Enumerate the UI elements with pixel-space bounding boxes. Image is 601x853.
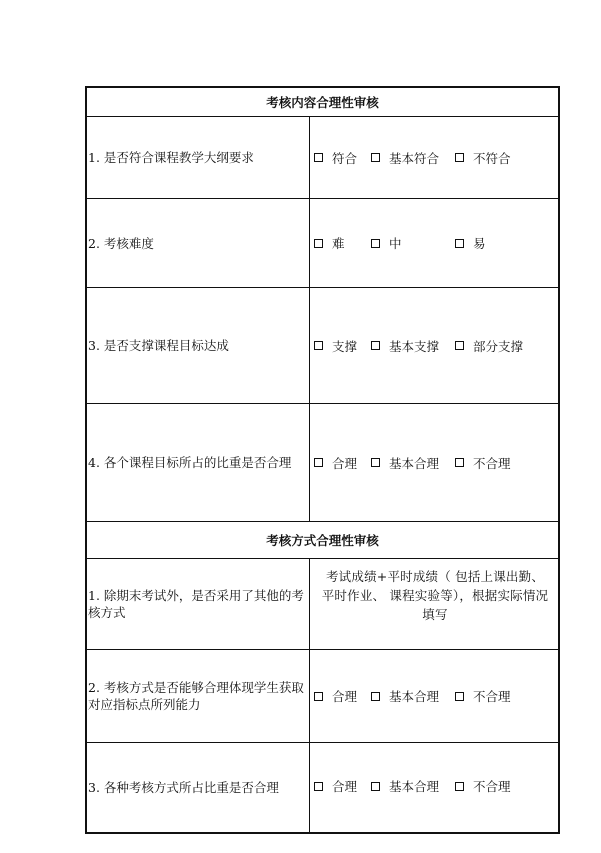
answer-cell: [310, 199, 558, 287]
answer-cell: [310, 743, 558, 832]
question-text: 2. 考核方式是否能够合理体现学生获取对应指标点所列能力: [88, 680, 304, 712]
checkbox-icon[interactable]: [371, 782, 380, 791]
option-label: 基本合理: [389, 779, 440, 794]
checkbox-icon[interactable]: [455, 458, 464, 467]
answer-note: 考试成绩+平时成绩（ 包括上课出勤、 平时作业、 课程实验等），根据实际情况填写: [321, 569, 549, 622]
review-table: [85, 86, 560, 834]
option-checkbox[interactable]: [314, 337, 357, 355]
question-text: 1. 是否符合课程教学大纲要求: [88, 150, 254, 165]
checkbox-icon[interactable]: [314, 153, 323, 162]
checkbox-icon[interactable]: [314, 239, 323, 248]
question-cell: [87, 288, 310, 403]
answer-cell: [310, 404, 558, 521]
option-checkbox[interactable]: [371, 149, 439, 167]
section-header-content: [87, 88, 558, 117]
checkbox-icon[interactable]: [371, 239, 380, 248]
question-cell: [87, 117, 310, 198]
option-label: 基本支撑: [389, 338, 440, 354]
question-cell: [87, 199, 310, 287]
option-checkbox[interactable]: [314, 687, 357, 705]
checkbox-icon[interactable]: [314, 458, 323, 467]
question-cell: [87, 404, 310, 521]
option-label: 不合理: [473, 689, 511, 704]
option-checkbox[interactable]: [455, 337, 523, 355]
table-row: [87, 743, 558, 832]
option-label: 中: [389, 236, 402, 251]
option-label: 合理: [332, 689, 358, 704]
section-title: 考核方式合理性审核: [266, 533, 379, 548]
option-label: 难: [332, 236, 345, 251]
option-label: 部分支撑: [473, 338, 524, 354]
option-checkbox[interactable]: [455, 777, 511, 795]
checkbox-icon[interactable]: [314, 692, 323, 701]
question-text: 3. 是否支撑课程目标达成: [88, 338, 229, 353]
option-checkbox[interactable]: [371, 337, 439, 355]
question-text: 1. 除期末考试外，是否采用了其他的考核方式: [88, 588, 304, 620]
checkbox-icon[interactable]: [455, 341, 464, 350]
option-label: 合理: [332, 779, 358, 794]
section-header-method: [87, 522, 558, 559]
option-label: 符合: [332, 150, 358, 166]
option-checkbox[interactable]: [371, 454, 439, 472]
option-label: 基本合理: [389, 455, 440, 471]
answer-cell: [310, 117, 558, 198]
checkbox-icon[interactable]: [455, 153, 464, 162]
option-label: 支撑: [332, 338, 358, 354]
checkbox-icon[interactable]: [371, 692, 380, 701]
question-text: 4. 各个课程目标所占的比重是否合理: [88, 455, 292, 470]
option-checkbox[interactable]: [371, 234, 402, 252]
question-cell: [87, 743, 310, 832]
option-checkbox[interactable]: [371, 777, 439, 795]
option-label: 易: [473, 236, 486, 251]
option-checkbox[interactable]: [455, 234, 486, 252]
question-cell: [87, 559, 310, 649]
table-row: [87, 288, 558, 404]
checkbox-icon[interactable]: [371, 153, 380, 162]
table-row: [87, 650, 558, 743]
table-row: [87, 559, 558, 650]
section-title: 考核内容合理性审核: [266, 95, 379, 110]
option-label: 不合理: [473, 779, 511, 794]
option-checkbox[interactable]: [455, 687, 511, 705]
checkbox-icon[interactable]: [314, 782, 323, 791]
question-cell: [87, 650, 310, 742]
checkbox-icon[interactable]: [455, 239, 464, 248]
table-row: [87, 199, 558, 288]
option-checkbox[interactable]: [455, 149, 511, 167]
option-label: 不符合: [473, 150, 511, 166]
question-text: 2. 考核难度: [88, 235, 154, 251]
option-checkbox[interactable]: [314, 454, 357, 472]
option-label: 合理: [332, 455, 358, 471]
answer-cell: [310, 288, 558, 403]
checkbox-icon[interactable]: [371, 458, 380, 467]
table-row: [87, 117, 558, 199]
option-checkbox[interactable]: [314, 777, 357, 795]
checkbox-icon[interactable]: [455, 692, 464, 701]
checkbox-icon[interactable]: [314, 341, 323, 350]
checkbox-icon[interactable]: [371, 341, 380, 350]
table-row: [87, 404, 558, 522]
option-label: 基本符合: [389, 150, 440, 166]
option-checkbox[interactable]: [314, 149, 357, 167]
checkbox-icon[interactable]: [455, 782, 464, 791]
option-checkbox[interactable]: [371, 687, 439, 705]
option-label: 基本合理: [389, 689, 440, 704]
option-label: 不合理: [473, 455, 511, 471]
answer-cell: [310, 650, 558, 742]
option-checkbox[interactable]: [455, 454, 511, 472]
option-checkbox[interactable]: [314, 234, 345, 252]
question-text: 3. 各种考核方式所占比重是否合理: [88, 780, 279, 795]
